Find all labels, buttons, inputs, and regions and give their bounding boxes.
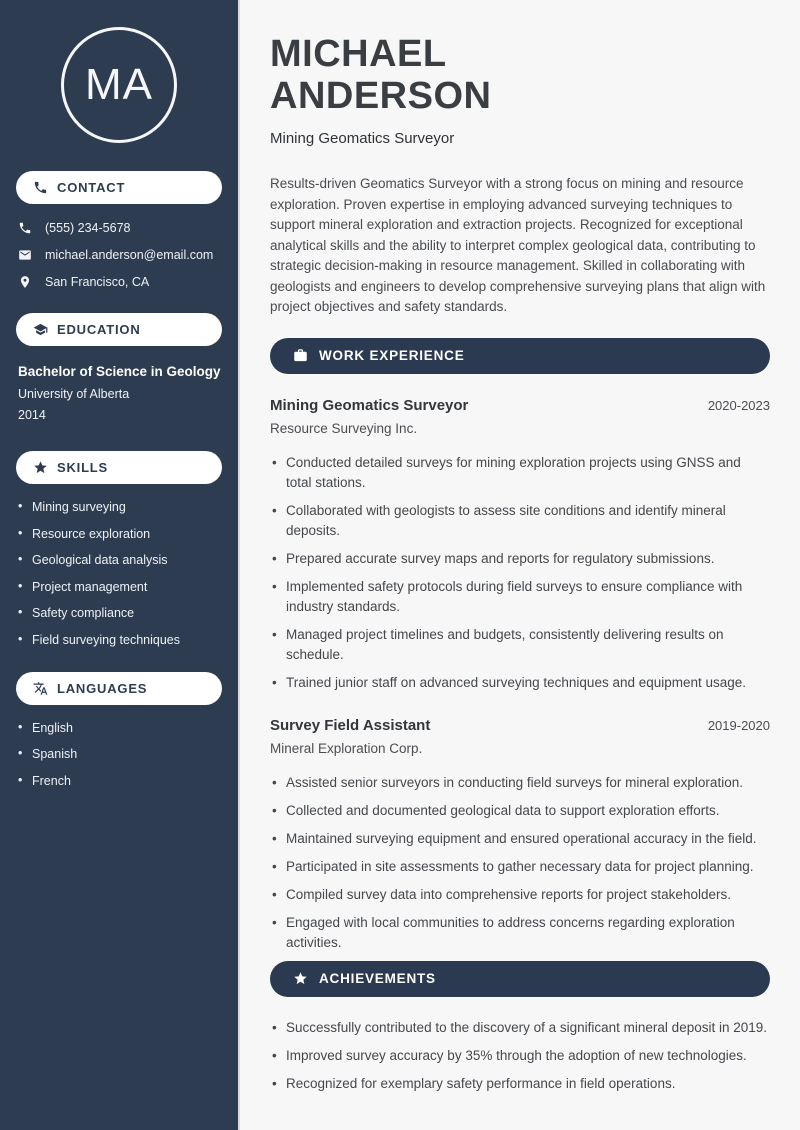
first-name: MICHAEL — [270, 33, 447, 75]
skill-item: • Project management — [18, 580, 222, 594]
job-bullet: • Maintained surveying equipment and ensured operational accuracy in the field. — [270, 829, 770, 849]
job-bullet-list — [270, 773, 770, 953]
contact-phone-text: (555) 234-5678 — [45, 221, 131, 235]
job-header — [270, 717, 770, 734]
job-title: Survey Field Assistant — [270, 716, 431, 734]
summary-paragraph: Results-driven Geomatics Surveyor with a strong focus on mining and resource exploration. Proven expertise in employing advanced surveying techniques to support mineral exploration and extraction projects. Recognized for exceptional analytical skills and the ability to interpret complex geological data, contributing to strategic decision-making in resource management. Skilled in collaborating with geologists and engineers to develop comprehensive surveying plans that align with project objectives and safety standards. — [270, 176, 766, 314]
education-entry — [18, 364, 222, 422]
job-header — [270, 397, 770, 414]
achievement-bullet: • Recognized for exemplary safety performance in field operations. — [270, 1074, 770, 1094]
job-bullet: • Managed project timelines and budgets, consistently delivering results on schedule. — [270, 625, 770, 665]
language-item: • French — [18, 774, 222, 788]
briefcase-icon — [293, 348, 308, 363]
contact-email-text: michael.anderson@email.com — [45, 248, 214, 262]
avatar-initials: MA — [85, 60, 153, 109]
skills-section-title: SKILLS — [57, 460, 109, 475]
contact-location-text: San Francisco, CA — [45, 275, 150, 289]
job-company: Resource Surveying Inc. — [270, 420, 418, 436]
mail-icon — [18, 248, 32, 262]
contact-phone — [18, 221, 222, 235]
main-content — [238, 0, 800, 1130]
skill-item: • Field surveying techniques — [18, 633, 222, 647]
contact-email — [18, 248, 222, 262]
job-bullet: • Assisted senior surveyors in conducting field surveys for mineral exploration. — [270, 773, 770, 793]
languages-section-title: LANGUAGES — [57, 680, 148, 696]
star-icon — [33, 460, 48, 475]
job-company: Mineral Exploration Corp. — [270, 740, 423, 756]
skill-item: • Resource exploration — [18, 527, 222, 541]
achievements-section-header — [270, 961, 770, 997]
translate-icon — [33, 681, 48, 696]
achievements-section-title: ACHIEVEMENTS — [319, 971, 436, 986]
job-bullet: • Trained junior staff on advanced surveying techniques and equipment usage. — [270, 673, 770, 693]
education-school: University of Alberta — [18, 387, 130, 401]
job-bullet: • Collaborated with geologists to assess site conditions and identify mineral deposits. — [270, 501, 770, 541]
star-icon — [293, 971, 308, 986]
languages-list — [18, 721, 222, 788]
page-title — [270, 33, 770, 117]
graduation-cap-icon — [33, 322, 48, 337]
contact-section-title: CONTACT — [57, 180, 126, 195]
work-experience-section-header — [270, 338, 770, 374]
education-section-header — [16, 313, 222, 346]
job-title: Mining Geomatics Surveyor — [270, 396, 469, 414]
language-item: • Spanish — [18, 747, 222, 761]
job-bullet: • Conducted detailed surveys for mining exploration projects using GNSS and total stations. — [270, 453, 770, 493]
work-experience-section-title: WORK EXPERIENCE — [319, 348, 465, 363]
skills-section-header — [16, 451, 222, 484]
languages-section-header — [16, 672, 222, 705]
resume-job-title: Mining Geomatics Surveyor — [270, 130, 455, 147]
job-bullet: • Participated in site assessments to gather necessary data for project planning. — [270, 857, 770, 877]
education-year: 2014 — [18, 408, 46, 422]
achievement-bullet: • Successfully contributed to the discovery of a significant mineral deposit in 2019. — [270, 1018, 770, 1038]
sidebar — [0, 0, 238, 1130]
achievements-list — [270, 1018, 770, 1094]
education-degree: Bachelor of Science in Geology — [18, 364, 221, 379]
job-bullet: • Collected and documented geological data to support exploration efforts. — [270, 801, 770, 821]
skills-list — [18, 500, 222, 647]
education-section-title: EDUCATION — [57, 322, 141, 337]
phone-icon — [18, 221, 32, 235]
contact-location — [18, 275, 222, 289]
job-bullet-list — [270, 453, 770, 693]
job-bullet: • Implemented safety protocols during field surveys to ensure compliance with industry standards. — [270, 577, 770, 617]
skill-item: • Mining surveying — [18, 500, 222, 514]
job-bullet: • Engaged with local communities to address concerns regarding exploration activities. — [270, 913, 770, 953]
job-bullet: • Compiled survey data into comprehensive reports for project stakeholders. — [270, 885, 770, 905]
contact-list — [18, 221, 222, 289]
achievement-bullet: • Improved survey accuracy by 35% through the adoption of new technologies. — [270, 1046, 770, 1066]
skill-item: • Geological data analysis — [18, 553, 222, 567]
job-dates: 2020-2023 — [707, 397, 770, 413]
job-bullet: • Prepared accurate survey maps and reports for regulatory submissions. — [270, 549, 770, 569]
avatar — [61, 27, 177, 143]
skill-item: • Safety compliance — [18, 606, 222, 620]
language-item: • English — [18, 721, 222, 735]
last-name: ANDERSON — [270, 75, 492, 117]
phone-icon — [33, 180, 48, 195]
job-dates: 2019-2020 — [707, 717, 770, 733]
location-icon — [18, 275, 32, 289]
contact-section-header — [16, 171, 222, 204]
